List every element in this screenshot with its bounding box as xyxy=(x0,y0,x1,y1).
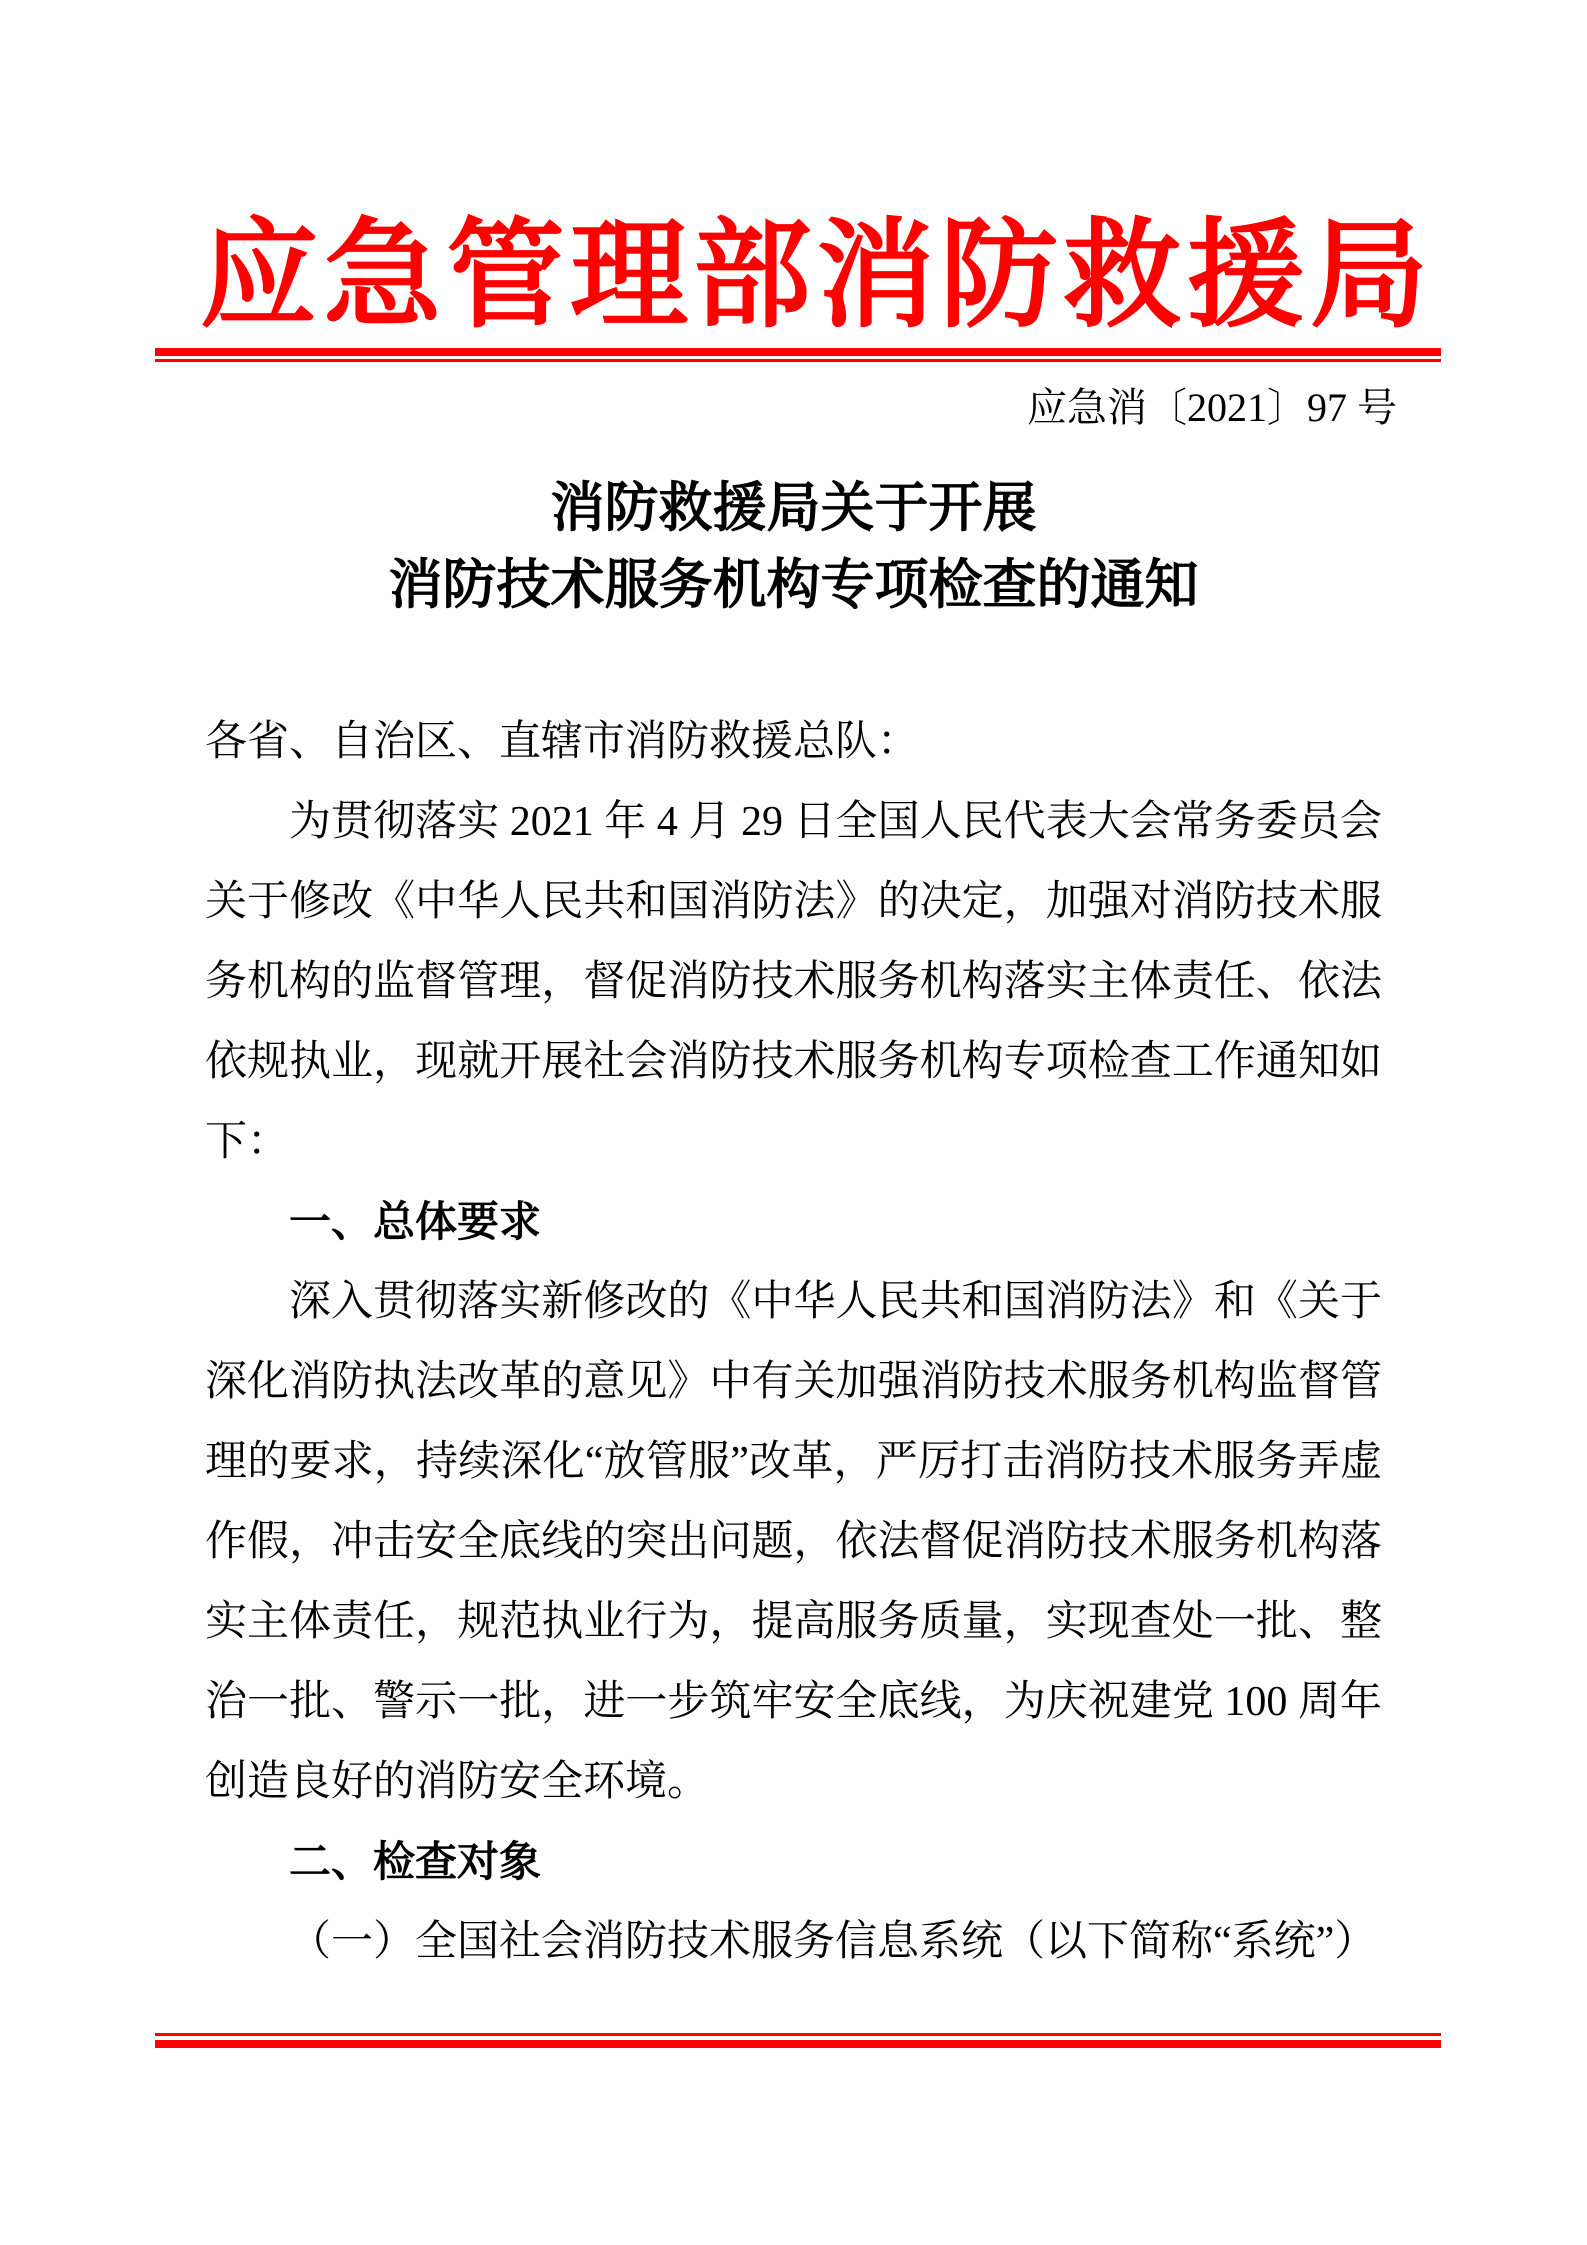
agency-header-char: 部 xyxy=(693,211,812,342)
agency-header-char: 救 xyxy=(1063,211,1182,342)
document-number: 应急消〔2021〕97 号 xyxy=(1027,385,1397,430)
agency-header-char: 管 xyxy=(446,211,565,342)
agency-header-char: 急 xyxy=(323,211,442,342)
document-title-line2: 消防技术服务机构专项检查的通知 xyxy=(388,555,1199,615)
header-rule-thick-bar xyxy=(155,348,1441,356)
header-rule-thin-bar xyxy=(155,359,1441,362)
section-heading: 一、总体要求 xyxy=(289,1198,542,1245)
agency-header-char: 消 xyxy=(816,211,935,342)
document-body xyxy=(205,702,1382,1982)
agency-header-char: 援 xyxy=(1186,211,1305,342)
document-body-paragraphs xyxy=(205,782,1382,1982)
agency-header xyxy=(200,190,1428,340)
footer-rule-thick-bar xyxy=(155,2040,1441,2048)
body-paragraph: 深入贯彻落实新修改的《中华人民共和国消防法》和《关于深化消防执法改革的意见》中有关加强消防技术服务机构监督管理的要求，持续深化“放管服”改革，严厉打击消防技术服务弄虚作假，冲击安全底线的突出问题，依法督促消防技术服务机构落实主体责任，规范执业行为，提高服务质量，实现查处一批、整治一批、警示一批，进一步筑牢安全底线，为庆祝建党 100 周年创造良好的消防安全环境。 xyxy=(205,1279,1382,1805)
document-title xyxy=(200,470,1387,624)
section-heading: 二、检查对象 xyxy=(289,1838,542,1885)
agency-header-char: 应 xyxy=(200,211,319,342)
body-paragraph: （一）全国社会消防技术服务信息系统（以下简称“系统”） xyxy=(289,1919,1377,1965)
document-title-line1: 消防救援局关于开展 xyxy=(550,478,1037,538)
salutation-line: 各省、自治区、直辖市消防救援总队： xyxy=(205,719,920,765)
header-rule-top xyxy=(155,348,1441,362)
body-paragraph: 为贯彻落实 2021 年 4 月 29 日全国人民代表大会常务委员会关于修改《中华人民共和国消防法》的决定，加强对消防技术服务机构的监督管理，督促消防技术服务机构落实主体责任、依法依规执业，现就开展社会消防技术服务机构专项检查工作通知如下： xyxy=(205,799,1382,1165)
footer-rule xyxy=(155,2033,1441,2048)
agency-header-char: 防 xyxy=(939,211,1058,342)
agency-header-char: 局 xyxy=(1309,211,1428,342)
agency-header-char: 理 xyxy=(569,211,688,342)
